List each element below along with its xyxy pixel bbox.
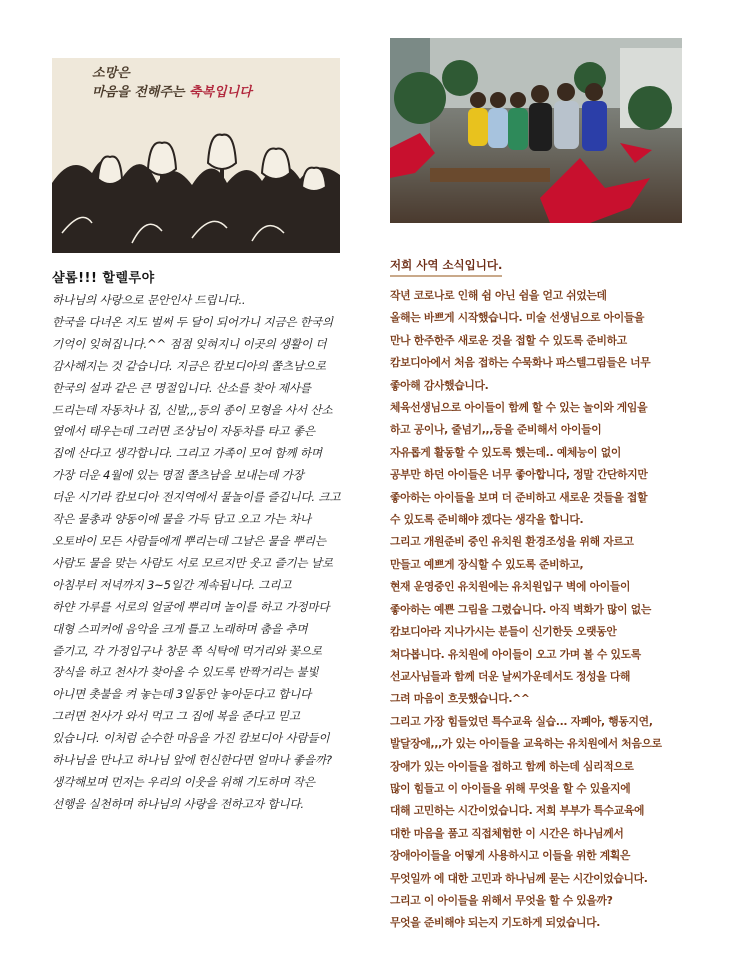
news-line: 발달장애,,,가 있는 아이들을 교육하는 유치원에서 처음으로	[390, 737, 662, 751]
tagline-line-1: 소망은	[92, 66, 130, 81]
news-line: 대해 고민하는 시간이었습니다. 저희 부부가 특수교육에	[390, 804, 645, 818]
letter-line: 하나님의 사랑으로 문안인사 드립니다..	[52, 293, 246, 307]
news-line: 쳐다봅니다. 유치원에 아이들이 오고 가며 볼 수 있도록	[390, 647, 641, 661]
letter-line: 즐기고, 각 가정입구나 창문 쪽 식탁에 먹거리와 꽃으로	[52, 643, 322, 658]
illustration-tagline	[92, 64, 292, 102]
letter-body	[52, 290, 352, 816]
news-line: 자유롭게 활동할 수 있도록 했는데.. 예체능이 없이	[390, 445, 621, 459]
letter-line: 있습니다. 이처럼 순수한 마음을 가진 캄보디아 사람들이	[52, 731, 330, 746]
news-line: 선교사님들과 함께 더운 날씨가운데서도 정성을 다해	[390, 669, 631, 683]
tagline-line-2a: 마음을 전해주는	[92, 85, 185, 100]
news-line: 무엇을 준비해야 되는지 기도하게 되었습니다.	[390, 916, 601, 930]
greeting-heading: 샬롬!!! 할렐루야	[52, 271, 155, 286]
news-line: 많이 힘들고 이 아이들을 위해 무엇을 할 수 있을지에	[390, 781, 631, 795]
news-line: 올해는 바쁘게 시작했습니다. 미술 선생님으로 아이들을	[390, 311, 645, 325]
news-line: 좋아해 감사했습니다.	[390, 378, 489, 392]
news-line: 그리고 이 아이들을 위해서 무엇을 할 수 있을까?	[390, 893, 613, 907]
letter-line: 더운 시기라 캄보디아 전지역에서 물놀이를 즐깁니다. 크고	[52, 490, 341, 505]
group-photo	[390, 38, 682, 223]
tagline-line-2b: 축복입니다	[188, 85, 252, 100]
news-line: 장애아이들을 어떻게 사용하시고 이들을 위한 계획은	[390, 849, 631, 863]
ministry-news-body	[390, 285, 690, 935]
letter-line: 한국을 다녀온 지도 벌써 두 달이 되어가니 지금은 한국의	[52, 314, 333, 329]
right-column	[390, 38, 690, 935]
news-line: 체육선생님으로 아이들이 함께 할 수 있는 놀이와 게임을	[390, 401, 648, 415]
letter-line: 하얀 가루를 서로의 얼굴에 뿌리며 놀이를 하고 가정마다	[52, 599, 330, 614]
letter-line: 드리는데 자동차나 집, 신발,,,등의 종이 모형을 사서 산소	[52, 402, 333, 417]
ministry-news-heading: 저희 사역 소식입니다.	[390, 257, 502, 277]
letter-line: 생각해보며 먼저는 우리의 이웃을 위해 기도하며 작은	[52, 774, 315, 789]
news-line: 현재 운영중인 유치원에는 유치원입구 벽에 아이들이	[390, 580, 631, 594]
news-line: 수 있도록 준비해야 겠다는 생각을 합니다.	[390, 513, 584, 527]
news-line: 캄보디아라 지나가시는 분들이 신기한듯 오랫동안	[390, 625, 617, 639]
decorative-tulip-illustration	[52, 58, 340, 253]
news-line: 만나 한주한주 새로운 것을 접할 수 있도록 준비하고	[390, 333, 627, 347]
news-line: 대한 마음을 품고 직접체험한 이 시간은 하나님께서	[390, 826, 624, 840]
letter-line: 사람도 물을 맞는 사람도 서로 모르지만 웃고 즐기는 날로	[52, 555, 333, 570]
news-line: 그려 마음이 흐뭇했습니다.^^	[390, 692, 530, 706]
news-line: 장애가 있는 아이들을 접하고 함께 하는데 심리적으로	[390, 759, 634, 773]
news-line: 무엇일까 에 대한 고민과 하나님께 묻는 시간이었습니다.	[390, 871, 648, 885]
letter-line: 가장 더운 4월에 있는 명절 쫄츠남을 보내는데 가장	[52, 468, 304, 483]
letter-line: 기억이 잊혀집니다.^^ 점점 잊혀지니 이곳의 생활이 더	[52, 336, 327, 351]
news-line: 좋아하는 예쁜 그림을 그렸습니다. 아직 벽화가 많이 없는	[390, 602, 651, 616]
news-line: 하고 공이나, 줄넘기,,,등을 준비해서 아이들이	[390, 423, 602, 437]
letter-line: 작은 물총과 양동이에 물을 가득 담고 오고 가는 차나	[52, 512, 311, 527]
news-line: 캄보디아에서 처음 접하는 수묵화나 파스텔그림들은 너무	[390, 356, 651, 370]
tulip-artwork-icon	[52, 113, 340, 253]
news-line: 공부만 하던 아이들은 너무 좋아합니다, 정말 간단하지만	[390, 468, 648, 482]
news-line: 좋아하는 아이들을 보며 더 준비하고 새로운 것들을 접할	[390, 490, 648, 504]
news-line: 만들고 예쁘게 장식할 수 있도록 준비하고,	[390, 557, 584, 571]
letter-line: 대형 스피커에 음악을 크게 틀고 노래하며 춤을 추며	[52, 621, 308, 636]
letter-line: 아니면 촛불을 켜 놓는데 3일동안 놓아둔다고 합니다	[52, 687, 312, 702]
news-line: 그리고 가장 힘들었던 특수교육 실습... 자폐아, 행동지연,	[390, 714, 653, 728]
letter-line: 장식을 하고 천사가 찾아올 수 있도록 반짝거리는 불빛	[52, 665, 319, 680]
letter-line: 아침부터 저녁까지 3~5일간 계속됩니다. 그리고	[52, 577, 292, 592]
letter-line: 하나님을 만나고 하나님 앞에 헌신한다면 얼마나 좋을까?	[52, 753, 332, 768]
group-photo-icon	[390, 38, 682, 223]
letter-line: 집에 산다고 생각합니다. 그리고 가족이 모여 함께 하며	[52, 446, 322, 461]
left-column	[52, 58, 352, 816]
letter-line: 감사해지는 것 같습니다. 지금은 캄보디아의 쫄츠남으로	[52, 358, 326, 373]
letter-line: 옆에서 태우는데 그러면 조상님이 자동차를 타고 좋은	[52, 424, 315, 439]
letter-line: 그러면 천사가 와서 먹고 그 집에 복을 준다고 믿고	[52, 709, 300, 724]
news-line: 작년 코로나로 인해 쉼 아닌 쉼을 얻고 쉬었는데	[390, 289, 607, 302]
news-line: 그리고 개원준비 중인 유치원 환경조성을 위해 자르고	[390, 535, 634, 549]
letter-line: 한국의 설과 같은 큰 명절입니다. 산소를 찾아 제사를	[52, 380, 311, 395]
letter-line: 오토바이 모든 사람들에게 뿌리는데 그날은 물을 뿌리는	[52, 533, 326, 548]
letter-line: 선행을 실천하며 하나님의 사랑을 전하고자 합니다.	[52, 796, 304, 811]
